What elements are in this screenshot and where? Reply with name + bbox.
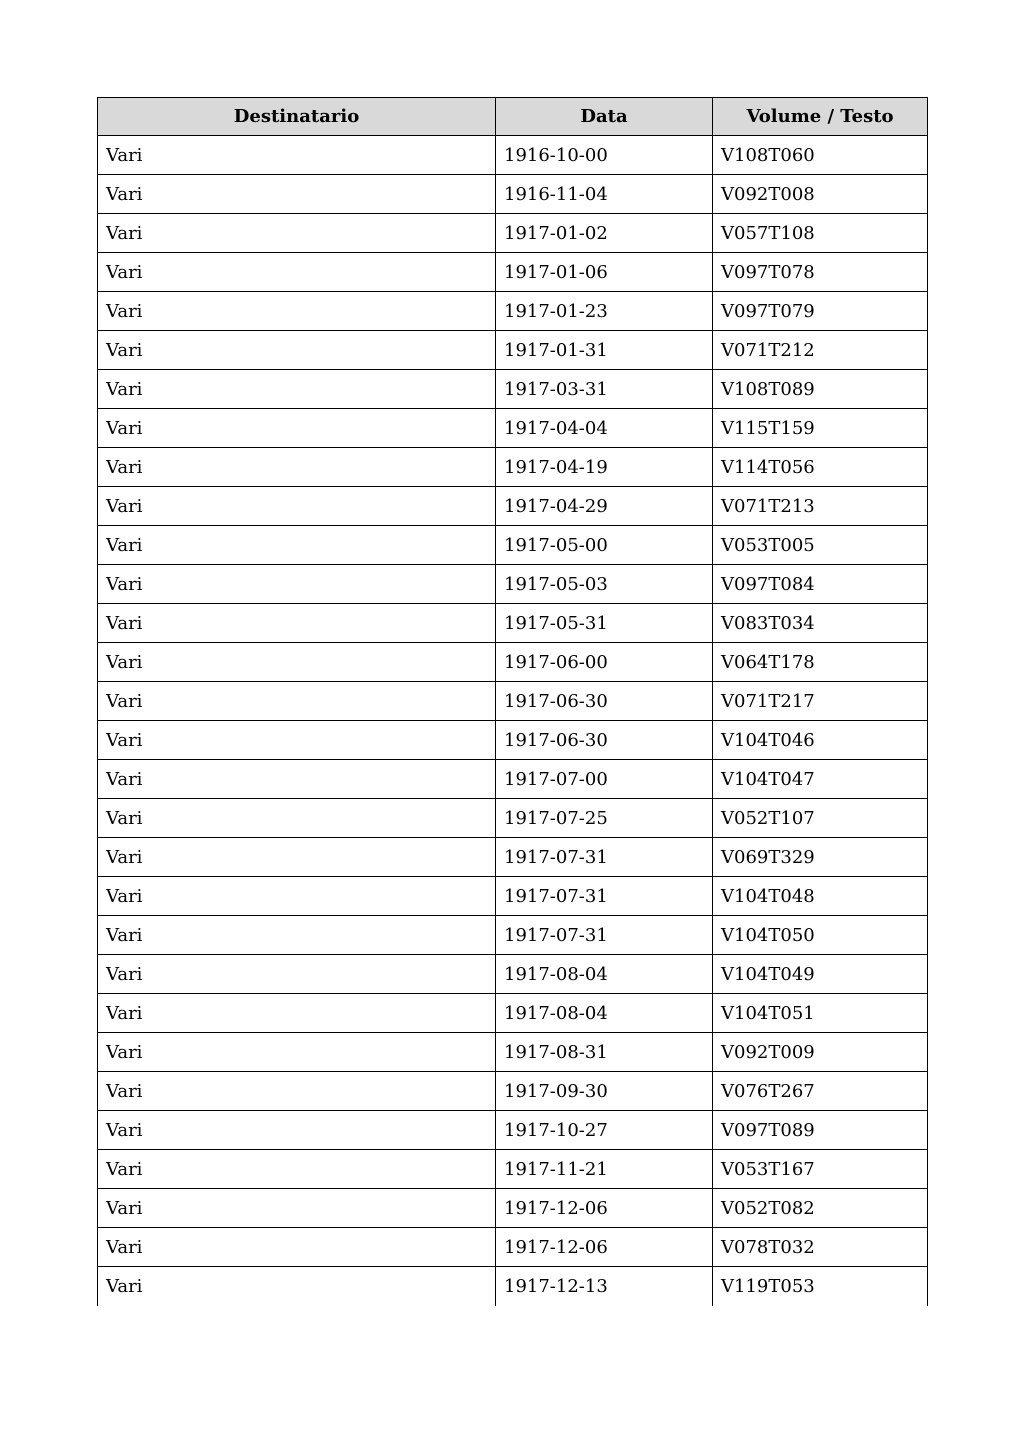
cell-destinatario: Vari — [98, 1111, 496, 1150]
table-row — [98, 760, 928, 799]
table-row — [98, 214, 928, 253]
table-row — [98, 1150, 928, 1189]
table-row — [98, 877, 928, 916]
table-row — [98, 682, 928, 721]
cell-volume-testo: V115T159 — [713, 409, 928, 448]
cell-volume-testo: V119T053 — [713, 1267, 928, 1306]
table-row — [98, 331, 928, 370]
cell-data: 1917-07-00 — [496, 760, 713, 799]
cell-data: 1917-09-30 — [496, 1072, 713, 1111]
cell-destinatario: Vari — [98, 604, 496, 643]
cell-destinatario: Vari — [98, 1267, 496, 1306]
cell-volume-testo: V097T078 — [713, 253, 928, 292]
header-destinatario: Destinatario — [98, 98, 496, 136]
cell-data: 1917-01-02 — [496, 214, 713, 253]
cell-volume-testo: V104T046 — [713, 721, 928, 760]
cell-destinatario: Vari — [98, 370, 496, 409]
cell-data: 1917-05-00 — [496, 526, 713, 565]
cell-destinatario: Vari — [98, 253, 496, 292]
table-row — [98, 1111, 928, 1150]
cell-volume-testo: V104T048 — [713, 877, 928, 916]
cell-destinatario: Vari — [98, 877, 496, 916]
cell-destinatario: Vari — [98, 994, 496, 1033]
table-row — [98, 370, 928, 409]
cell-data: 1917-01-23 — [496, 292, 713, 331]
cell-volume-testo: V052T082 — [713, 1189, 928, 1228]
cell-destinatario: Vari — [98, 487, 496, 526]
cell-destinatario: Vari — [98, 331, 496, 370]
cell-volume-testo: V071T213 — [713, 487, 928, 526]
table-row — [98, 604, 928, 643]
cell-volume-testo: V071T217 — [713, 682, 928, 721]
cell-volume-testo: V092T008 — [713, 175, 928, 214]
cell-volume-testo: V064T178 — [713, 643, 928, 682]
cell-data: 1917-07-31 — [496, 838, 713, 877]
table-row — [98, 994, 928, 1033]
cell-volume-testo: V104T047 — [713, 760, 928, 799]
table-row — [98, 409, 928, 448]
table-row — [98, 643, 928, 682]
cell-volume-testo: V114T056 — [713, 448, 928, 487]
cell-destinatario: Vari — [98, 1189, 496, 1228]
cell-data: 1917-08-04 — [496, 994, 713, 1033]
table-row — [98, 955, 928, 994]
cell-data: 1917-04-04 — [496, 409, 713, 448]
cell-data: 1917-04-19 — [496, 448, 713, 487]
cell-destinatario: Vari — [98, 1072, 496, 1111]
cell-destinatario: Vari — [98, 292, 496, 331]
cell-data: 1917-06-30 — [496, 682, 713, 721]
cell-destinatario: Vari — [98, 136, 496, 175]
cell-destinatario: Vari — [98, 760, 496, 799]
table-row — [98, 1072, 928, 1111]
cell-volume-testo: V053T005 — [713, 526, 928, 565]
cell-destinatario: Vari — [98, 1228, 496, 1267]
table-row — [98, 799, 928, 838]
table-row — [98, 448, 928, 487]
cell-data: 1917-12-13 — [496, 1267, 713, 1306]
table-row — [98, 838, 928, 877]
cell-destinatario: Vari — [98, 175, 496, 214]
cell-data: 1917-07-31 — [496, 877, 713, 916]
cell-data: 1916-11-04 — [496, 175, 713, 214]
cell-volume-testo: V053T167 — [713, 1150, 928, 1189]
cell-destinatario: Vari — [98, 448, 496, 487]
cell-volume-testo: V052T107 — [713, 799, 928, 838]
cell-data: 1917-12-06 — [496, 1189, 713, 1228]
cell-data: 1917-07-25 — [496, 799, 713, 838]
cell-data: 1917-11-21 — [496, 1150, 713, 1189]
cell-data: 1917-12-06 — [496, 1228, 713, 1267]
table-row — [98, 253, 928, 292]
cell-destinatario: Vari — [98, 1033, 496, 1072]
cell-destinatario: Vari — [98, 682, 496, 721]
cell-data: 1917-08-04 — [496, 955, 713, 994]
cell-destinatario: Vari — [98, 721, 496, 760]
cell-volume-testo: V092T009 — [713, 1033, 928, 1072]
cell-data: 1917-01-31 — [496, 331, 713, 370]
table-row — [98, 721, 928, 760]
cell-volume-testo: V104T051 — [713, 994, 928, 1033]
cell-destinatario: Vari — [98, 565, 496, 604]
cell-destinatario: Vari — [98, 838, 496, 877]
table-row — [98, 1228, 928, 1267]
cell-volume-testo: V083T034 — [713, 604, 928, 643]
header-volume-testo: Volume / Testo — [713, 98, 928, 136]
cell-data: 1917-03-31 — [496, 370, 713, 409]
cell-destinatario: Vari — [98, 1150, 496, 1189]
cell-data: 1917-06-30 — [496, 721, 713, 760]
cell-volume-testo: V104T050 — [713, 916, 928, 955]
cell-data: 1917-05-31 — [496, 604, 713, 643]
cell-destinatario: Vari — [98, 955, 496, 994]
table-row — [98, 1189, 928, 1228]
table-row — [98, 916, 928, 955]
cell-destinatario: Vari — [98, 799, 496, 838]
cell-data: 1916-10-00 — [496, 136, 713, 175]
table-row — [98, 1267, 928, 1306]
cell-destinatario: Vari — [98, 526, 496, 565]
cell-volume-testo: V071T212 — [713, 331, 928, 370]
cell-volume-testo: V104T049 — [713, 955, 928, 994]
cell-data: 1917-04-29 — [496, 487, 713, 526]
cell-volume-testo: V076T267 — [713, 1072, 928, 1111]
table-body — [98, 136, 928, 1306]
cell-volume-testo: V097T089 — [713, 1111, 928, 1150]
cell-destinatario: Vari — [98, 916, 496, 955]
cell-volume-testo: V097T079 — [713, 292, 928, 331]
cell-destinatario: Vari — [98, 409, 496, 448]
table-row — [98, 487, 928, 526]
cell-destinatario: Vari — [98, 643, 496, 682]
cell-volume-testo: V078T032 — [713, 1228, 928, 1267]
cell-data: 1917-10-27 — [496, 1111, 713, 1150]
records-table — [97, 97, 928, 1306]
cell-data: 1917-07-31 — [496, 916, 713, 955]
cell-volume-testo: V069T329 — [713, 838, 928, 877]
header-data: Data — [496, 98, 713, 136]
table-header — [98, 98, 928, 136]
cell-destinatario: Vari — [98, 214, 496, 253]
table-row — [98, 136, 928, 175]
cell-volume-testo: V108T060 — [713, 136, 928, 175]
cell-volume-testo: V108T089 — [713, 370, 928, 409]
cell-data: 1917-01-06 — [496, 253, 713, 292]
table-row — [98, 292, 928, 331]
table-row — [98, 1033, 928, 1072]
cell-volume-testo: V097T084 — [713, 565, 928, 604]
cell-data: 1917-06-00 — [496, 643, 713, 682]
table-row — [98, 526, 928, 565]
cell-data: 1917-08-31 — [496, 1033, 713, 1072]
table-row — [98, 175, 928, 214]
cell-volume-testo: V057T108 — [713, 214, 928, 253]
cell-data: 1917-05-03 — [496, 565, 713, 604]
header-row — [98, 98, 928, 136]
table-row — [98, 565, 928, 604]
